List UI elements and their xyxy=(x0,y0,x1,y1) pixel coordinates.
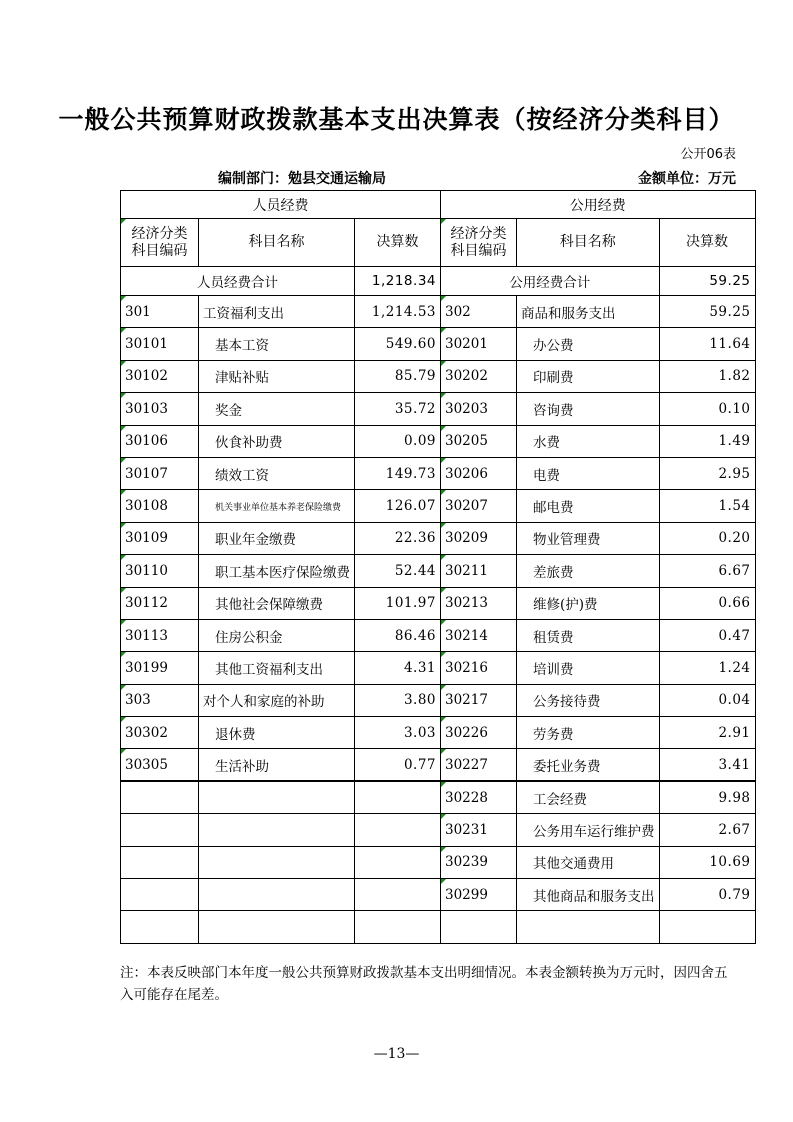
right-name-cell: 公务用车运行维护费 xyxy=(517,814,660,846)
table-row xyxy=(121,490,756,522)
right-name-cell: 电费 xyxy=(517,457,660,489)
left-amount-cell xyxy=(355,846,441,878)
left-code-cell: 30302 xyxy=(121,717,199,749)
right-code-cell: 30228 xyxy=(441,781,517,813)
name-header-left: 科目名称 xyxy=(199,219,355,267)
right-amount-cell: 10.69 xyxy=(659,846,755,878)
left-name-cell: 生活补助 xyxy=(199,749,355,781)
left-code-cell: 30101 xyxy=(121,328,199,360)
right-amount-cell: 0.20 xyxy=(659,522,755,554)
left-amount-cell: 3.03 xyxy=(355,717,441,749)
table-row xyxy=(121,522,756,554)
left-code-cell: 30199 xyxy=(121,652,199,684)
personnel-total-value: 1,218.34 xyxy=(355,267,441,296)
right-amount-cell: 2.67 xyxy=(659,814,755,846)
left-name-cell xyxy=(199,814,355,846)
column-header-row xyxy=(121,219,756,267)
left-code-cell: 30112 xyxy=(121,587,199,619)
left-code-cell: 30109 xyxy=(121,522,199,554)
left-name-cell: 其他工资福利支出 xyxy=(199,652,355,684)
table-row xyxy=(121,781,756,813)
left-code-cell: 30305 xyxy=(121,749,199,781)
footnote: 注：本表反映部门本年度一般公共预算财政拨款基本支出明细情况。本表金额转换为万元时，因四舍五入可能存在尾差。 xyxy=(120,965,728,1003)
right-name-cell: 办公费 xyxy=(517,328,660,360)
left-amount-cell xyxy=(355,879,441,911)
left-name-cell xyxy=(199,911,355,943)
compiling-department: 编制部门：勉县交通运输局 xyxy=(218,171,386,187)
public-total-label: 公用经费合计 xyxy=(441,267,660,296)
expenditure-table xyxy=(120,190,756,944)
left-code-cell: 303 xyxy=(121,684,199,716)
table-row xyxy=(121,296,756,328)
public-total-value: 59.25 xyxy=(659,267,755,296)
left-name-cell: 职业年金缴费 xyxy=(199,522,355,554)
personnel-total-label: 人员经费合计 xyxy=(121,267,355,296)
page-number: —13— xyxy=(373,1046,420,1062)
right-name-cell: 商品和服务支出 xyxy=(517,296,660,328)
right-name-cell xyxy=(517,911,660,943)
table-row xyxy=(121,684,756,716)
right-name-cell: 印刷费 xyxy=(517,360,660,392)
right-amount-cell: 1.82 xyxy=(659,360,755,392)
right-amount-cell: 2.91 xyxy=(659,717,755,749)
left-name-cell xyxy=(199,781,355,813)
group-header-row xyxy=(121,191,756,219)
right-amount-cell: 0.10 xyxy=(659,393,755,425)
left-amount-cell xyxy=(355,911,441,943)
left-amount-cell: 35.72 xyxy=(355,393,441,425)
left-amount-cell: 86.46 xyxy=(355,619,441,651)
right-code-cell: 30227 xyxy=(441,749,517,781)
right-amount-cell: 59.25 xyxy=(659,296,755,328)
left-amount-cell: 85.79 xyxy=(355,360,441,392)
table-row xyxy=(121,911,756,943)
table-row xyxy=(121,814,756,846)
right-name-cell: 维修(护)费 xyxy=(517,587,660,619)
right-name-cell: 其他交通费用 xyxy=(517,846,660,878)
right-name-cell: 培训费 xyxy=(517,652,660,684)
right-amount-cell: 0.66 xyxy=(659,587,755,619)
right-amount-cell: 2.95 xyxy=(659,457,755,489)
table-row xyxy=(121,360,756,392)
code-header-left: 经济分类 科目编码 xyxy=(121,219,199,267)
left-name-cell xyxy=(199,879,355,911)
right-code-cell xyxy=(441,911,517,943)
left-code-cell: 30106 xyxy=(121,425,199,457)
code-header-right: 经济分类 科目编码 xyxy=(441,219,517,267)
amount-header-left: 决算数 xyxy=(355,219,441,267)
table-row xyxy=(121,652,756,684)
right-code-cell: 30239 xyxy=(441,846,517,878)
table-row xyxy=(121,393,756,425)
left-name-cell: 绩效工资 xyxy=(199,457,355,489)
amount-header-right: 决算数 xyxy=(659,219,755,267)
left-code-cell: 30110 xyxy=(121,555,199,587)
left-code-cell xyxy=(121,846,199,878)
left-name-cell: 基本工资 xyxy=(199,328,355,360)
left-amount-cell: 4.31 xyxy=(355,652,441,684)
table-row xyxy=(121,457,756,489)
left-name-cell: 职工基本医疗保险缴费 xyxy=(199,555,355,587)
right-amount-cell xyxy=(659,911,755,943)
left-amount-cell xyxy=(355,781,441,813)
right-code-cell: 30205 xyxy=(441,425,517,457)
right-amount-cell: 11.64 xyxy=(659,328,755,360)
left-name-cell: 对个人和家庭的补助 xyxy=(199,684,355,716)
left-code-cell xyxy=(121,814,199,846)
right-code-cell: 30216 xyxy=(441,652,517,684)
right-code-cell: 30214 xyxy=(441,619,517,651)
right-code-cell: 30211 xyxy=(441,555,517,587)
table-row xyxy=(121,587,756,619)
left-name-cell xyxy=(199,846,355,878)
right-code-cell: 30226 xyxy=(441,717,517,749)
left-code-cell xyxy=(121,781,199,813)
left-name-cell: 机关事业单位基本养老保险缴费 xyxy=(199,490,355,522)
right-amount-cell: 1.24 xyxy=(659,652,755,684)
left-code-cell: 30103 xyxy=(121,393,199,425)
left-amount-cell: 549.60 xyxy=(355,328,441,360)
amount-unit: 金额单位：万元 xyxy=(638,171,736,187)
right-amount-cell: 6.67 xyxy=(659,555,755,587)
left-code-cell xyxy=(121,879,199,911)
left-amount-cell: 126.07 xyxy=(355,490,441,522)
right-amount-cell: 3.41 xyxy=(659,749,755,781)
left-amount-cell xyxy=(355,814,441,846)
left-name-cell: 伙食补助费 xyxy=(199,425,355,457)
left-amount-cell: 0.09 xyxy=(355,425,441,457)
personnel-header: 人员经费 xyxy=(121,191,441,219)
right-code-cell: 302 xyxy=(441,296,517,328)
left-name-cell: 退休费 xyxy=(199,717,355,749)
left-code-cell: 30113 xyxy=(121,619,199,651)
right-amount-cell: 0.47 xyxy=(659,619,755,651)
right-code-cell: 30213 xyxy=(441,587,517,619)
left-code-cell: 30102 xyxy=(121,360,199,392)
right-code-cell: 30202 xyxy=(441,360,517,392)
right-code-cell: 30209 xyxy=(441,522,517,554)
right-amount-cell: 1.49 xyxy=(659,425,755,457)
right-name-cell: 物业管理费 xyxy=(517,522,660,554)
left-code-cell: 30108 xyxy=(121,490,199,522)
table-row xyxy=(121,619,756,651)
left-amount-cell: 52.44 xyxy=(355,555,441,587)
table-row xyxy=(121,846,756,878)
table-row xyxy=(121,555,756,587)
left-amount-cell: 149.73 xyxy=(355,457,441,489)
right-name-cell: 水费 xyxy=(517,425,660,457)
page-title: 一般公共预算财政拨款基本支出决算表（按经济分类科目） xyxy=(58,105,735,134)
right-code-cell: 30299 xyxy=(441,879,517,911)
table-row xyxy=(121,879,756,911)
left-name-cell: 住房公积金 xyxy=(199,619,355,651)
right-name-cell: 劳务费 xyxy=(517,717,660,749)
name-header-right: 科目名称 xyxy=(517,219,660,267)
form-number: 公开06表 xyxy=(680,147,736,162)
left-name-cell: 津贴补贴 xyxy=(199,360,355,392)
left-code-cell: 301 xyxy=(121,296,199,328)
right-code-cell: 30206 xyxy=(441,457,517,489)
right-amount-cell: 1.54 xyxy=(659,490,755,522)
right-code-cell: 30231 xyxy=(441,814,517,846)
left-code-cell xyxy=(121,911,199,943)
right-code-cell: 30203 xyxy=(441,393,517,425)
left-name-cell: 奖金 xyxy=(199,393,355,425)
total-row xyxy=(121,267,756,296)
right-name-cell: 公务接待费 xyxy=(517,684,660,716)
table-row xyxy=(121,749,756,781)
left-amount-cell: 0.77 xyxy=(355,749,441,781)
right-amount-cell: 0.04 xyxy=(659,684,755,716)
right-name-cell: 租赁费 xyxy=(517,619,660,651)
left-name-cell: 工资福利支出 xyxy=(199,296,355,328)
table-row xyxy=(121,425,756,457)
left-amount-cell: 101.97 xyxy=(355,587,441,619)
public-header: 公用经费 xyxy=(441,191,756,219)
right-name-cell: 委托业务费 xyxy=(517,749,660,781)
right-amount-cell: 0.79 xyxy=(659,879,755,911)
right-code-cell: 30201 xyxy=(441,328,517,360)
right-name-cell: 差旅费 xyxy=(517,555,660,587)
left-code-cell: 30107 xyxy=(121,457,199,489)
right-name-cell: 其他商品和服务支出 xyxy=(517,879,660,911)
right-code-cell: 30217 xyxy=(441,684,517,716)
right-name-cell: 工会经费 xyxy=(517,781,660,813)
table-row xyxy=(121,717,756,749)
right-amount-cell: 9.98 xyxy=(659,781,755,813)
left-amount-cell: 22.36 xyxy=(355,522,441,554)
right-code-cell: 30207 xyxy=(441,490,517,522)
table-row xyxy=(121,328,756,360)
right-name-cell: 邮电费 xyxy=(517,490,660,522)
left-amount-cell: 3.80 xyxy=(355,684,441,716)
left-name-cell: 其他社会保障缴费 xyxy=(199,587,355,619)
right-name-cell: 咨询费 xyxy=(517,393,660,425)
left-amount-cell: 1,214.53 xyxy=(355,296,441,328)
